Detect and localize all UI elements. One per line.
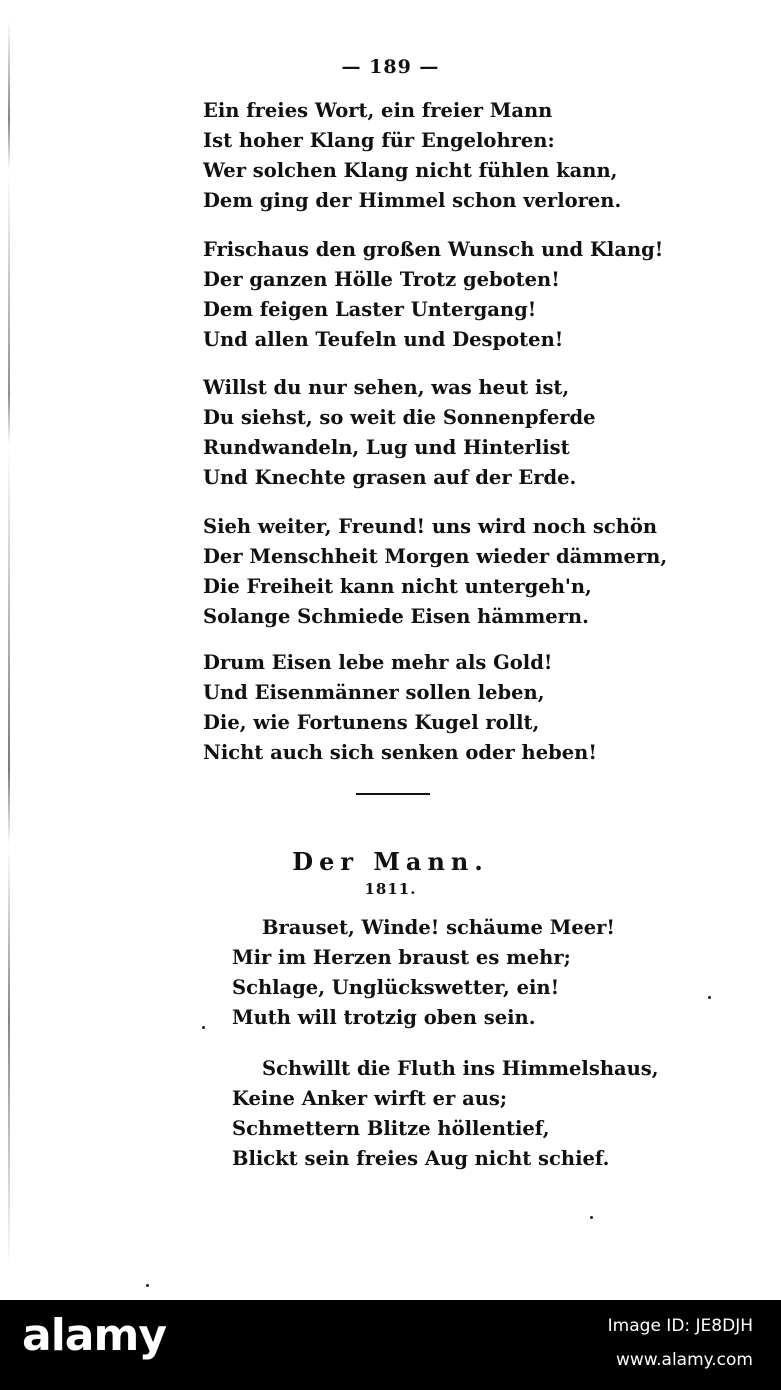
verse-line: Brauset, Winde! schäume Meer! [262, 916, 615, 939]
dust-speck [590, 1216, 593, 1219]
dust-speck [202, 1026, 205, 1029]
verse-line: Die, wie Fortunens Kugel rollt, [203, 711, 540, 734]
stanza-1 [203, 96, 621, 216]
verse-line: Wer solchen Klang nicht fühlen kann, [203, 159, 618, 182]
verse-line: Nicht auch sich senken oder heben! [203, 741, 597, 764]
watermark-logo: alamy [22, 1310, 166, 1361]
stanza-7 [232, 1054, 659, 1174]
verse-line: Solange Schmiede Eisen hämmern. [203, 605, 589, 628]
stanza-3 [203, 373, 596, 493]
scan-edge [8, 20, 10, 1270]
site-url: www.alamy.com [615, 1350, 753, 1370]
dust-speck [708, 996, 711, 999]
verse-line: Schlage, Unglückswetter, ein! [232, 976, 560, 999]
verse-line: Die Freiheit kann nicht untergeh'n, [203, 575, 592, 598]
verse-line: Willst du nur sehen, was heut ist, [203, 376, 570, 399]
verse-line: Drum Eisen lebe mehr als Gold! [203, 651, 553, 674]
verse-line: Ist hoher Klang für Engelohren: [203, 129, 555, 152]
stanza-4 [203, 512, 667, 632]
verse-line: Und allen Teufeln und Despoten! [203, 328, 564, 351]
verse-line: Blickt sein freies Aug nicht schief. [232, 1147, 610, 1170]
poem-title: Der Mann. [292, 847, 489, 876]
verse-line: Schwillt die Fluth ins Himmelshaus, [262, 1057, 659, 1080]
verse-line: Sieh weiter, Freund! uns wird noch schön [203, 515, 658, 538]
verse-line: Der Menschheit Morgen wieder dämmern, [203, 545, 668, 568]
page-number: — 189 — [341, 56, 440, 78]
stanza-5 [203, 648, 597, 768]
section-divider [356, 793, 430, 795]
verse-line: Rundwandeln, Lug und Hinterlist [203, 436, 570, 459]
stanza-6 [232, 913, 615, 1033]
dust-speck [146, 1284, 149, 1287]
verse-line: Muth will trotzig oben sein. [232, 1006, 536, 1029]
verse-line: Der ganzen Hölle Trotz geboten! [203, 268, 560, 291]
poem-year: 1811. [364, 880, 417, 898]
verse-line: Du siehst, so weit die Sonnenpferde [203, 406, 596, 429]
verse-line: Schmettern Blitze höllentief, [232, 1117, 550, 1140]
verse-line: Mir im Herzen braust es mehr; [232, 946, 571, 969]
verse-line: Dem ging der Himmel schon verloren. [203, 189, 622, 212]
verse-line: Ein freies Wort, ein freier Mann [203, 99, 553, 122]
stanza-2 [203, 235, 663, 355]
verse-line: Und Eisenmänner sollen leben, [203, 681, 545, 704]
verse-line: Und Knechte grasen auf der Erde. [203, 466, 577, 489]
image-id-label: Image ID: JE8DJH [607, 1316, 753, 1336]
verse-line: Frischaus den großen Wunsch und Klang! [203, 238, 664, 261]
verse-line: Dem feigen Laster Untergang! [203, 298, 537, 321]
verse-line: Keine Anker wirft er aus; [232, 1087, 508, 1110]
